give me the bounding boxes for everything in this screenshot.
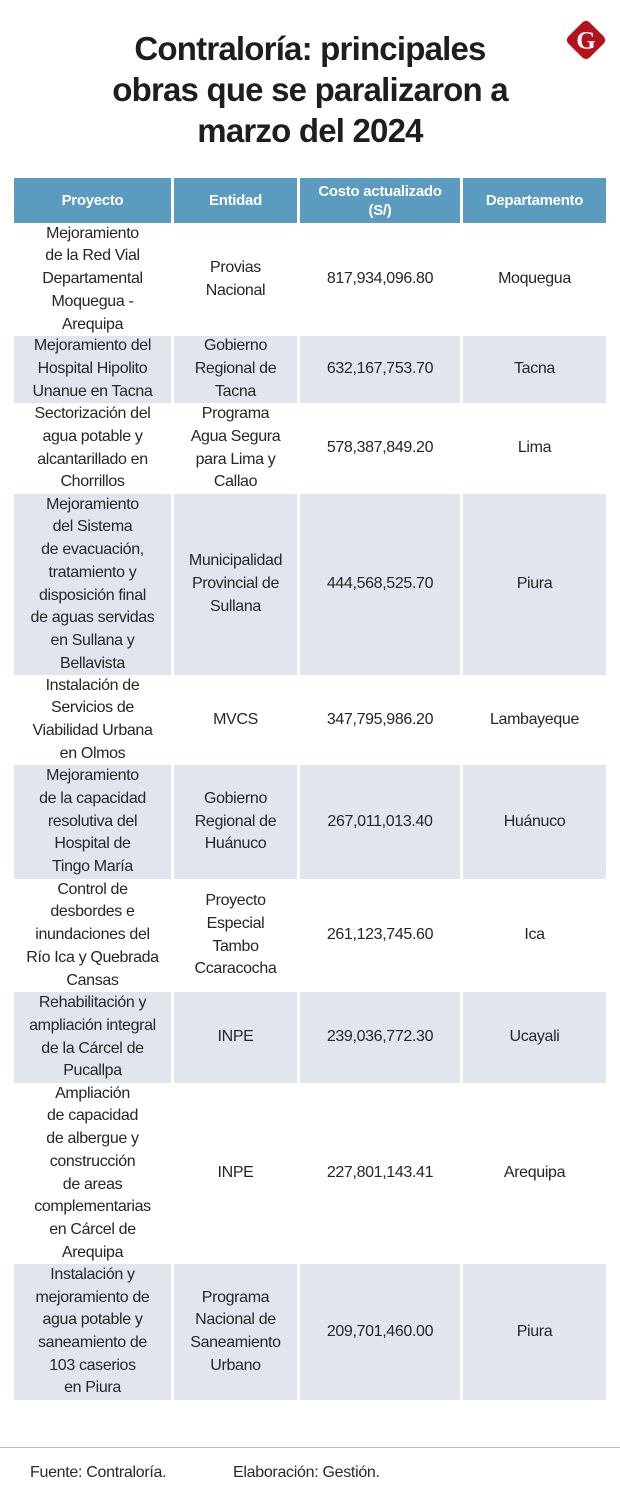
logo-letter: G xyxy=(576,27,596,55)
costo-text: 444,568,525.70 xyxy=(326,575,434,593)
table-row xyxy=(14,403,606,494)
proyecto-text: Instalación de Servicios de Viabilidad Urbana en Olmos xyxy=(32,676,153,762)
entidad-text: Programa Agua Segura para Lima y Callao xyxy=(190,405,281,491)
cell-departamento xyxy=(463,223,606,336)
cell-departamento xyxy=(463,765,606,879)
table-row xyxy=(14,992,606,1083)
cell-entidad xyxy=(174,223,297,336)
cell-costo xyxy=(300,992,460,1083)
departamento-text: Tacna xyxy=(514,360,555,378)
cell-departamento xyxy=(463,675,606,765)
costo-text: 632,167,753.70 xyxy=(326,360,434,378)
departamento-text: Lambayeque xyxy=(489,710,580,728)
costo-text: 347,795,986.20 xyxy=(326,710,434,728)
cell-departamento xyxy=(463,879,606,992)
proyecto-text: Mejoramiento del Hospital Hipolito Unanue en Tacna xyxy=(32,337,153,400)
table-row xyxy=(14,879,606,992)
cell-proyecto xyxy=(14,223,171,336)
proyecto-text: Sectorización del agua potable y alcantarillado en Chorrillos xyxy=(34,405,151,491)
column-header-costo: Costo actualizado (S/) xyxy=(300,178,460,223)
proyecto-text: Mejoramiento del Sistema de evacuación, tratamiento y disposición final de aguas servidas en Sullana y Bellavista xyxy=(30,495,155,672)
cell-departamento xyxy=(463,336,606,403)
departamento-text: Lima xyxy=(517,439,552,457)
cell-entidad xyxy=(174,1083,297,1264)
cell-proyecto xyxy=(14,336,171,403)
cell-proyecto xyxy=(14,992,171,1083)
cell-entidad xyxy=(174,992,297,1083)
cell-departamento xyxy=(463,1083,606,1264)
entidad-text: Gobierno Regional de Huánuco xyxy=(194,789,277,853)
entidad-text: Programa Nacional de Saneamiento Urbano xyxy=(190,1288,281,1374)
entidad-text: INPE xyxy=(217,1164,254,1182)
cell-entidad xyxy=(174,1264,297,1400)
cell-proyecto xyxy=(14,675,171,765)
costo-text: 239,036,772.30 xyxy=(326,1028,434,1046)
cell-costo xyxy=(300,403,460,494)
cell-costo xyxy=(300,223,460,336)
entidad-text: INPE xyxy=(217,1028,254,1046)
departamento-text: Ica xyxy=(524,926,545,944)
cell-departamento xyxy=(463,992,606,1083)
cell-departamento xyxy=(463,1264,606,1400)
costo-text: 578,387,849.20 xyxy=(326,439,434,457)
cell-proyecto xyxy=(14,1264,171,1400)
table-row xyxy=(14,765,606,879)
entidad-text: Municipalidad Provincial de Sullana xyxy=(188,552,283,615)
table-header-row xyxy=(14,178,606,223)
entidad-text: Gobierno Regional de Tacna xyxy=(194,337,277,400)
cell-departamento xyxy=(463,403,606,494)
proyecto-text: Mejoramiento de la capacidad resolutiva del Hospital de Tingo María xyxy=(39,767,146,876)
cell-entidad xyxy=(174,403,297,494)
cell-costo xyxy=(300,765,460,879)
cell-entidad xyxy=(174,336,297,403)
cell-proyecto xyxy=(14,879,171,992)
title-line-1: Contraloría: principales xyxy=(134,30,486,67)
departamento-text: Moquegua xyxy=(498,270,571,288)
table-row xyxy=(14,494,606,675)
cell-costo xyxy=(300,494,460,675)
column-header-entidad: Entidad xyxy=(174,178,297,223)
costo-text: 261,123,745.60 xyxy=(326,926,434,944)
departamento-text: Piura xyxy=(516,575,553,593)
gestion-logo-icon xyxy=(563,17,609,63)
cell-departamento xyxy=(463,494,606,675)
title-line-3: marzo del 2024 xyxy=(197,112,423,149)
table-row xyxy=(14,675,606,765)
departamento-text: Arequipa xyxy=(503,1164,566,1182)
cell-entidad xyxy=(174,675,297,765)
proyecto-text: Rehabilitación y ampliación integral de la Cárcel de Pucallpa xyxy=(29,994,156,1080)
footer-credit: Elaboración: Gestión. xyxy=(233,1464,380,1481)
cell-proyecto xyxy=(14,403,171,494)
departamento-text: Ucayali xyxy=(509,1028,560,1046)
entidad-text: MVCS xyxy=(213,710,258,728)
costo-text: 267,011,013.40 xyxy=(327,812,433,830)
costo-text: 227,801,143.41 xyxy=(326,1164,434,1182)
cell-entidad xyxy=(174,879,297,992)
proyecto-text: Control de desbordes e inundaciones del Río Ica y Quebrada Cansas xyxy=(26,880,159,989)
footer-source: Fuente: Contraloría. xyxy=(30,1464,167,1481)
departamento-text: Piura xyxy=(516,1322,553,1340)
table-row xyxy=(14,1083,606,1264)
page-title xyxy=(60,28,560,151)
departamento-text: Huánuco xyxy=(503,812,566,830)
title-line-2: obras que se paralizaron a xyxy=(112,71,508,108)
cell-proyecto xyxy=(14,494,171,675)
costo-text: 209,701,460.00 xyxy=(326,1322,434,1340)
column-header-departamento: Departamento xyxy=(463,178,606,223)
column-header-proyecto: Proyecto xyxy=(14,178,171,223)
table-row xyxy=(14,1264,606,1400)
costo-text: 817,934,096.80 xyxy=(326,270,434,288)
cell-costo xyxy=(300,675,460,765)
entidad-text: Provias Nacional xyxy=(205,258,266,299)
entidad-text: Proyecto Especial Tambo Ccaracocha xyxy=(194,892,277,978)
proyecto-text: Instalación y mejoramiento de agua potable y saneamiento de 103 caserios en Piura xyxy=(35,1265,150,1397)
cell-proyecto xyxy=(14,1083,171,1264)
table-row xyxy=(14,223,606,336)
table-row xyxy=(14,336,606,403)
cell-costo xyxy=(300,879,460,992)
cell-costo xyxy=(300,1264,460,1400)
footer-divider xyxy=(0,1447,620,1448)
proyecto-text: Ampliación de capacidad de albergue y construcción de areas complementarias en Cárcel de Arequipa xyxy=(34,1084,151,1261)
cell-costo xyxy=(300,1083,460,1264)
cell-entidad xyxy=(174,494,297,675)
cell-entidad xyxy=(174,765,297,879)
cell-proyecto xyxy=(14,765,171,879)
proyecto-text: Mejoramiento de la Red Vial Departamental Moquegua - Arequipa xyxy=(42,224,143,333)
cell-costo xyxy=(300,336,460,403)
